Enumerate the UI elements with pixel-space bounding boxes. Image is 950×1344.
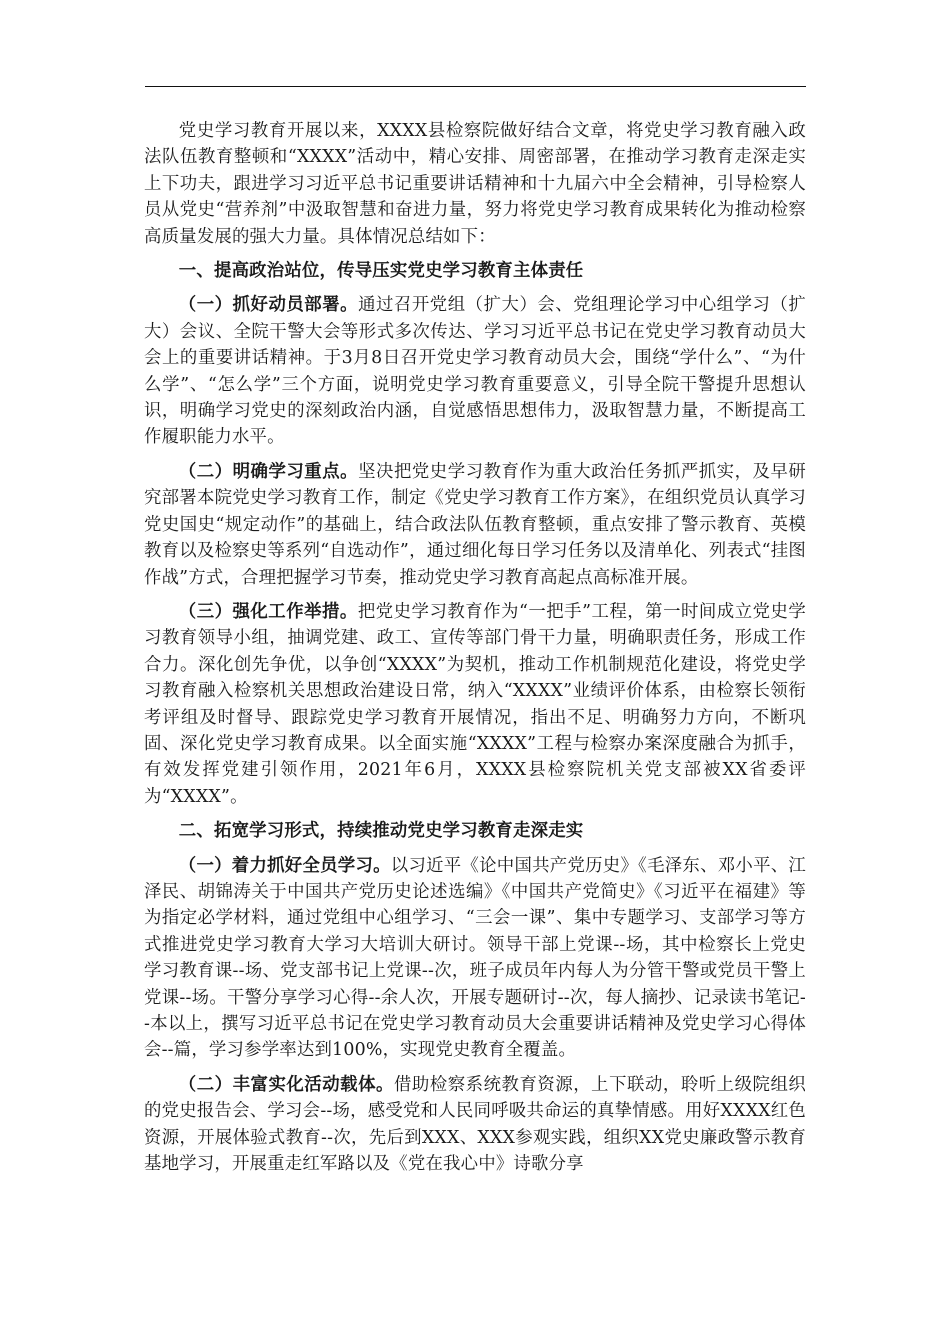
paragraph-lead: （二）丰富实化活动载体。 (178, 1074, 394, 1095)
paragraph-lead: （一）着力抓好全员学习。 (178, 855, 391, 876)
paragraph-text: 以习近平《论中国共产党历史》《毛泽东、邓小平、江泽民、胡锦涛关于中国共产党历史论述选编》《中国共产党简史》《习近平在福建》等为指定必学材料，通过党组中心组学习、“三会一课”、集中专题学习、支部学习等方式推进党史学习教育大学习大培训大研讨。领导干部上党课--场，其中检察长上党史学习教育课--场、党支部书记上党课--次，班子成员年内每人为分管干警或党员干警上党课--场。干警分享学习心得--余人次，开展专题研讨--次，每人摘抄、记录读书笔记--本以上，撰写习近平总书记在党史学习教育动员大会重要讲话精神及党史学习心得体会--篇，学习参学率达到100%，实现党史教育全覆盖。 (144, 855, 806, 1061)
document-body (144, 118, 806, 1177)
paragraph-1-1 (144, 292, 806, 450)
header-rule (145, 86, 806, 87)
section-heading-2: 二、拓宽学习形式，持续推动党史学习教育走深走实 (178, 821, 584, 842)
paragraph-1-3 (144, 599, 806, 810)
paragraph-2-2 (144, 1072, 806, 1178)
paragraph-lead: （三）强化工作举措。 (178, 601, 358, 622)
paragraph-text: 通过召开党组（扩大）会、党组理论学习中心组学习（扩大）会议、全院干警大会等形式多次传达、学习习近平总书记在党史学习教育动员大会上的重要讲话精神。于3月8日召开党史学习教育动员大会，围绕“学什么”、“为什么学”、“怎么学”三个方面，说明党史学习教育重要意义，引导全院干警提升思想认识，明确学习党史的深刻政治内涵，自觉感悟思想伟力，汲取智慧力量，不断提高工作履职能力水平。 (144, 295, 806, 448)
section-heading-1: 一、提高政治站位，传导压实党史学习教育主体责任 (178, 261, 584, 282)
paragraph-1-2 (144, 459, 806, 591)
paragraph-text: 借助检察系统教育资源，上下联动，聆听上级院组织的党史报告会、学习会--场，感受党和人民同呼吸共命运的真挚情感。用好XXXX红色资源，开展体验式教育--次，先后到XXX、XXX参观实践，组织XX党史廉政警示教育基地学习，开展重走红军路以及《党在我心中》诗歌分享 (144, 1074, 806, 1175)
paragraph-lead: （一）抓好动员部署。 (178, 295, 359, 316)
paragraph-text: 把党史学习教育作为“一把手”工程，第一时间成立党史学习教育领导小组，抽调党建、政工、宣传等部门骨干力量，明确职责任务，形成工作合力。深化创先争优，以争创“XXXX”为契机，推动工作机制规范化建设，将党史学习教育融入检察机关思想政治建设日常，纳入“XXXX”业绩评价体系，由检察长领衔考评组及时督导、跟踪党史学习教育开展情况，指出不足、明确努力方向，不断巩固、深化党史学习教育成果。以全面实施“XXXX”工程与检察办案深度融合为抓手，有效发挥党建引领作用，2021年6月，XXXX县检察院机关党支部被XX省委评为“XXXX”。 (144, 601, 806, 807)
paragraph-lead: （二）明确学习重点。 (178, 461, 359, 482)
paragraph-2-1 (144, 853, 806, 1064)
paragraph-text: 坚决把党史学习教育作为重大政治任务抓严抓实，及早研究部署本院党史学习教育工作，制定《党史学习教育工作方案》，在组织党员认真学习党史国史“规定动作”的基础上，结合政法队伍教育整顿，重点安排了警示教育、英模教育以及检察史等系列“自选动作”，通过细化每日学习任务以及清单化、列表式“挂图作战”方式，合理把握学习节奏，推动党史学习教育高起点高标准开展。 (144, 461, 806, 588)
intro-paragraph: 党史学习教育开展以来，XXXX县检察院做好结合文章，将党史学习教育融入政法队伍教育整顿和“XXXX”活动中，精心安排、周密部署，在推动学习教育走深走实上下功夫，跟进学习习近平总书记重要讲话精神和十九届六中全会精神，引导检察人员从党史“营养剂”中汲取智慧和奋进力量，努力将党史学习教育成果转化为推动检察高质量发展的强大力量。具体情况总结如下： (144, 121, 806, 247)
